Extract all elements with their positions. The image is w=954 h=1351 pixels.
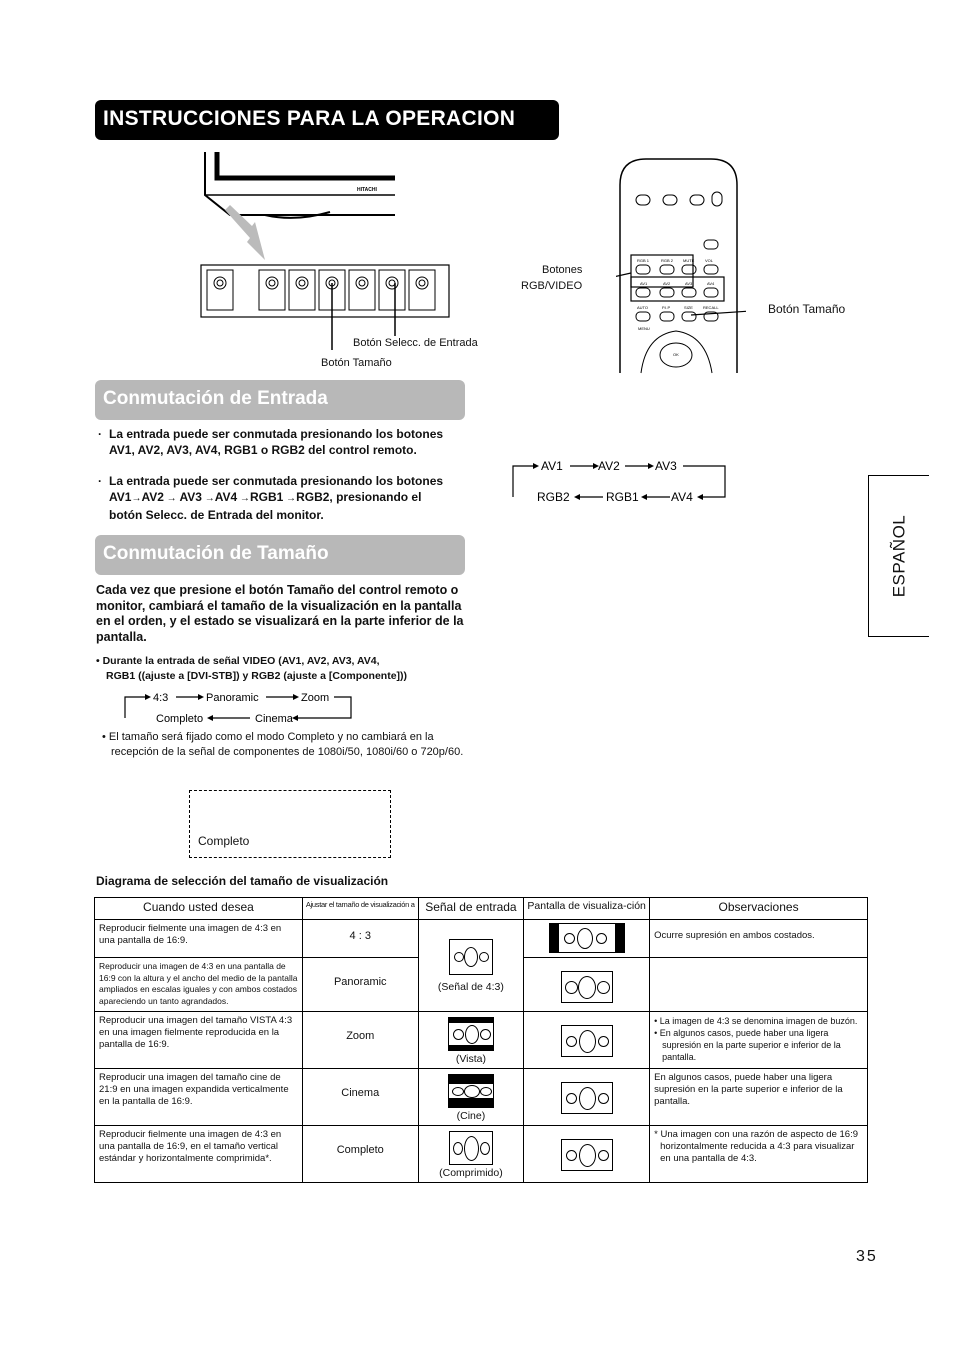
remote-key-rgb2: RGB 2 (661, 258, 674, 263)
remote-key-recall: RECALL (703, 305, 719, 310)
signal-comprimido-label: (Comprimido) (439, 1167, 503, 1179)
size-cycle-completo: Completo (156, 713, 204, 725)
cycle-av1: AV1 (541, 459, 563, 473)
table-row (95, 1069, 868, 1126)
tamano-during-line2: RGB1 ((ajuste a [DVI-STB]) y RGB2 (ajuste a [Componente])) (106, 670, 408, 682)
remote-key-auto: AUTO (637, 305, 649, 310)
size-cycle-cinema: Cinema (255, 713, 293, 725)
language-tab-text: ESPAÑOL (889, 514, 908, 598)
header-observaciones: Observaciones (650, 898, 868, 920)
remote-key-av3: AV3 (685, 281, 693, 286)
row4-obs: En algunos casos, puede haber una ligera supresión en la parte superior e inferior de la pantalla. (650, 1069, 868, 1126)
size-cycle-diagram (118, 688, 358, 726)
label-tamano-remote: Botón Tamaño (768, 302, 846, 316)
size-cycle-panoramic: Panoramic (206, 692, 259, 704)
remote-key-av2: AV2 (663, 281, 671, 286)
remote-key-ok: OK (673, 352, 679, 357)
row4-want: Reproducir una imagen del tamaño cine de 21:9 en una imagen expandida verticalmente en la pantalla de 16:9. (95, 1069, 303, 1126)
row3-display (524, 1012, 650, 1069)
osd-label: Completo (198, 834, 250, 848)
row5-mode: Completo (302, 1126, 418, 1183)
header-cuando: Cuando usted desea (95, 898, 303, 920)
row2-mode: Panoramic (302, 958, 418, 1012)
size-cycle-zoom: Zoom (301, 692, 330, 704)
header-ajustar: Ajustar el tamaño de visualización a (302, 898, 418, 920)
table-row (95, 1012, 868, 1069)
section-entrada-banner (95, 380, 465, 420)
logo: HITACHI (357, 187, 377, 193)
header-pantalla: Pantalla de visualiza-ción (524, 898, 650, 920)
entrada-bullet-1: · La entrada puede ser conmutada presionando los botones AV1, AV2, AV3, AV4, RGB1 o RGB2 del control remoto. (98, 427, 444, 457)
cycle-av2: AV2 (598, 459, 620, 473)
tamano-intro: Cada vez que presione el botón Tamaño del control remoto o monitor, cambiará el tamaño de la visualización en la pantalla en el orden, y el estado se visualizará en la parte inferior de la pantalla. (96, 583, 464, 644)
row3-want: Reproducir una imagen del tamaño VISTA 4:3 en una imagen fielmente reproducida en la pantalla de 16:9. (95, 1012, 303, 1069)
table-row (95, 1126, 868, 1183)
row1-obs: Ocurre supresión en ambos costados. (650, 920, 868, 958)
remote-key-rgb1: RGB 1 (637, 258, 650, 263)
entrada-bullet-2: · La entrada puede ser conmutada presionando los botones AV1→AV2 → AV3 →AV4 →RGB1 →RGB2, presionando el botón Selecc. de Entrada del monitor. (98, 474, 444, 522)
label-tamano-monitor: Botón Tamaño (321, 357, 392, 369)
signal-cine-label: (Cine) (456, 1110, 486, 1122)
cycle-rgb1: RGB1 (606, 490, 639, 504)
remote-key-av1: AV1 (640, 281, 648, 286)
row5-obs: * Una imagen con una razón de aspecto de 16:9 horizontalmente reducida a 4:3 para visualizar en una pantalla de 4:3. (650, 1126, 868, 1183)
table-caption: Diagrama de selección del tamaño de visualización (96, 874, 389, 888)
tamano-during-line1: • Durante la entrada de señal VIDEO (AV1, AV2, AV3, AV4, (96, 655, 380, 667)
remote-control-figure (616, 155, 746, 375)
language-tab (868, 475, 929, 637)
label-rgb-video-line2: RGB/VIDEO (521, 280, 583, 292)
remote-key-menu: MENU (638, 326, 650, 331)
osd-preview-box (189, 790, 391, 858)
page-title-banner (95, 100, 559, 140)
size-selection-table (94, 897, 868, 1183)
row1-mode: 4 : 3 (302, 920, 418, 958)
row2-want: Reproducir una imagen de 4:3 en una pantalla de 16:9 con la altura y el ancho del medio de la pantalla ampliados en escalas iguales y con ambos costados apareciendo un tanto agrandados. (95, 958, 303, 1012)
signal-43-cell (418, 920, 523, 1012)
row4-display (524, 1069, 650, 1126)
row3-signal (418, 1012, 523, 1069)
size-cycle-43: 4:3 (153, 692, 169, 704)
signal-43-screen (449, 939, 493, 975)
section-tamano-banner (95, 535, 465, 575)
row2-obs (650, 958, 868, 1012)
row5-display (524, 1126, 650, 1183)
language-tab-label (869, 476, 929, 636)
section-entrada-title: Conmutación de Entrada (103, 388, 328, 409)
row5-signal (418, 1126, 523, 1183)
remote-key-size: SIZE (684, 305, 693, 310)
header-senal: Señal de entrada (418, 898, 523, 920)
page-number: 35 (856, 1248, 878, 1265)
remote-key-av4: AV4 (707, 281, 715, 286)
cycle-av4: AV4 (671, 490, 693, 504)
section-tamano-title: Conmutación de Tamaño (103, 543, 329, 564)
row3-mode: Zoom (302, 1012, 418, 1069)
row4-signal (418, 1069, 523, 1126)
label-selecc-entrada: Botón Selecc. de Entrada (353, 337, 478, 349)
row5-want: Reproducir fielmente una imagen de 4:3 en una pantalla de 16:9, en el tamaño vertical estándar y horizontalmente comprimida*. (95, 1126, 303, 1183)
remote-key-vol: VOL (705, 258, 714, 263)
row3-obs: • La imagen de 4:3 se denomina imagen de buzón. • En algunos casos, puede haber una ligera supresión en la parte superior e inferior de la pantalla. (650, 1012, 868, 1069)
signal-43-label: (Señal de 4:3) (437, 981, 504, 993)
signal-vista-label: (Vista) (455, 1053, 486, 1065)
page-title: INSTRUCCIONES PARA LA OPERACION (103, 107, 516, 130)
cycle-av3: AV3 (655, 459, 677, 473)
table-row (95, 920, 868, 958)
remote-key-mute: MUTE (683, 258, 695, 263)
cycle-rgb2: RGB2 (537, 490, 570, 504)
row1-want: Reproducir fielmente una imagen de 4:3 en una pantalla de 16:9. (95, 920, 303, 958)
row2-display (524, 958, 650, 1012)
remote-key-pip: P.I.P (662, 305, 671, 310)
tamano-note: • El tamaño será fijado como el modo Completo y no cambiará en la recepción de la señal de componentes de 1080i/50, 1080i/60 o 720p/60. (102, 731, 464, 758)
input-cycle-diagram (505, 455, 735, 510)
row1-display (524, 920, 650, 958)
label-rgb-video-line1: Botones (542, 264, 583, 276)
row4-mode: Cinema (302, 1069, 418, 1126)
